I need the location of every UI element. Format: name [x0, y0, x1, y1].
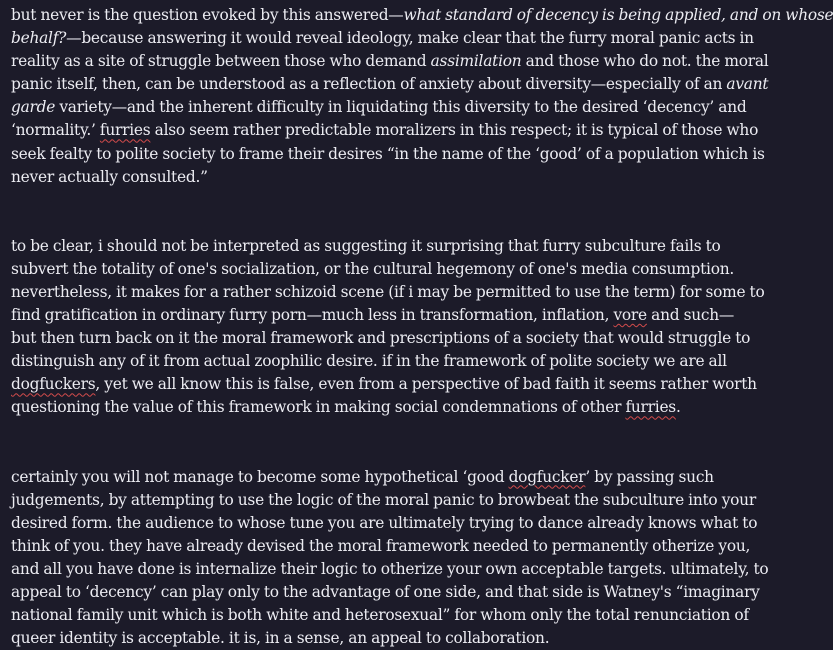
misspelled-word: furries — [625, 398, 676, 416]
text-line — [11, 489, 708, 512]
text-line — [11, 4, 708, 27]
text-run: find gratification in ordinary furry porn—much less in transformation, inflation, — [11, 306, 613, 324]
text-run: reality as a site of struggle between those who demand — [11, 52, 431, 70]
text-line — [11, 281, 708, 304]
text-line — [11, 512, 708, 535]
text-run: certainly you will not manage to become some hypothetical ‘good — [11, 468, 509, 486]
text-line — [11, 396, 708, 419]
text-run: seek fealty to polite society to frame their desires “in the name of the ‘good’ of a population which is — [11, 145, 765, 163]
text-run: subvert the totality of one's socialization, or the cultural hegemony of one's media consumption. — [11, 260, 734, 278]
text-run: national family unit which is both white and heterosexual” for whom only the total renunciation of — [11, 606, 749, 624]
text-line — [11, 258, 708, 281]
misspelled-word: furries — [100, 121, 151, 139]
text-run: distinguish any of it from actual zoophilic desire. if in the framework of polite society we are all — [11, 352, 727, 370]
text-run: and all you have done is internalize their logic to otherize your own acceptable targets. ultimately, to — [11, 560, 768, 578]
text-line — [11, 50, 708, 73]
text-run: variety—and the inherent difficulty in liquidating this diversity to the desired ‘decency’ and — [55, 98, 746, 116]
paragraph-gap — [11, 420, 708, 466]
text-run: also seem rather predictable moralizers in this respect; it is typical of those who — [150, 121, 758, 139]
italic-text: garde — [11, 98, 55, 116]
text-line — [11, 466, 708, 489]
italic-text: assimilation — [431, 52, 522, 70]
text-line — [11, 96, 708, 119]
paragraph-gap — [11, 189, 708, 235]
misspelled-word: vore — [613, 306, 646, 324]
text-line — [11, 119, 708, 142]
italic-text: what standard of decency is being applied, and on whose — [403, 6, 833, 24]
text-line — [11, 235, 708, 258]
text-run: , yet we all know this is false, even from a perspective of bad faith it seems rather worth — [95, 375, 756, 393]
text-line — [11, 373, 708, 396]
text-run: but then turn back on it the moral framework and prescriptions of a society that would struggle to — [11, 329, 750, 347]
text-line — [11, 73, 708, 96]
text-line — [11, 304, 708, 327]
text-line — [11, 350, 708, 373]
text-line — [11, 604, 708, 627]
text-line — [11, 27, 708, 50]
paragraph-1 — [11, 0, 708, 189]
text-run: questioning the value of this framework in making social condemnations of other — [11, 398, 625, 416]
text-line — [11, 166, 708, 189]
italic-text: behalf? — [11, 29, 66, 47]
text-run: queer identity is acceptable. it is, in a sense, an appeal to collaboration. — [11, 629, 549, 647]
text-line — [11, 535, 708, 558]
text-run: desired form. the audience to whose tune you are ultimately trying to dance already knows what to — [11, 514, 757, 532]
text-run: think of you. they have already devised the moral framework needed to permanently otherize you, — [11, 537, 750, 555]
text-run: —because answering it would reveal ideology, make clear that the furry moral panic acts in — [66, 29, 754, 47]
text-run: panic itself, then, can be understood as a reflection of anxiety about diversity—especially of an — [11, 75, 726, 93]
misspelled-word: dogfuckers — [11, 375, 95, 393]
text-run: never actually consulted.” — [11, 168, 208, 186]
text-run: judgements, by attempting to use the logic of the moral panic to browbeat the subculture into your — [11, 491, 756, 509]
text-line — [11, 558, 708, 581]
text-line — [11, 327, 708, 350]
text-line — [11, 581, 708, 604]
text-run: to be clear, i should not be interpreted as suggesting it surprising that furry subculture fails to — [11, 237, 721, 255]
text-run: but never is the question evoked by this answered— — [11, 6, 403, 24]
text-run: and such— — [647, 306, 734, 324]
text-run: ’ by passing such — [585, 468, 714, 486]
text-run: . — [676, 398, 681, 416]
text-run: and those who do not. the moral — [521, 52, 768, 70]
text-line — [11, 627, 708, 650]
misspelled-word: dogfucker — [509, 468, 586, 486]
paragraph-3 — [11, 466, 708, 650]
italic-text: avant — [726, 75, 768, 93]
text-run: appeal to ‘decency’ can play only to the advantage of one side, and that side is Watney's “imaginary — [11, 583, 760, 601]
text-run: nevertheless, it makes for a rather schizoid scene (if i may be permitted to use the term) for some to — [11, 283, 765, 301]
text-run: ‘normality.’ — [11, 121, 100, 139]
paragraph-2 — [11, 235, 708, 420]
text-line — [11, 143, 708, 166]
